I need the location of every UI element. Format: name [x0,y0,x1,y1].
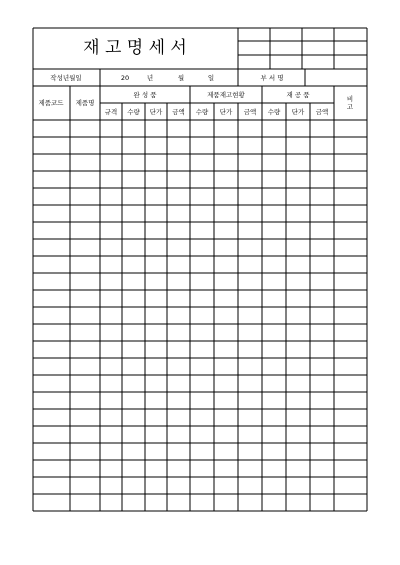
work-in-process-subheader: 단가 [291,108,305,116]
finished-goods-header: 완 성 품 [133,91,157,99]
finished-stock-subheader: 단가 [219,108,233,116]
finished-stock-subheader: 금액 [243,108,257,116]
year-label: 년 [146,74,154,82]
written-date-label: 작성년월일 [50,74,82,82]
remarks-header: 비 고 [346,95,354,111]
form-title: 재 고 명 세 서 [83,38,187,58]
finished-goods-subheader: 단가 [149,108,163,116]
finished-stock-header: 제품재고현황 [207,91,245,99]
finished-goods-subheader: 규격 [104,108,118,116]
finished-goods-subheader: 수량 [127,108,140,116]
finished-stock-subheader: 수량 [195,108,209,116]
department-label: 부 서 명 [260,74,284,82]
product-code-header: 제품코드 [38,99,64,107]
work-in-process-subheader: 수량 [267,108,281,116]
work-in-process-header: 재 공 품 [286,91,310,99]
month-label: 월 [177,74,185,82]
product-name-header: 제품명 [75,99,95,107]
finished-goods-subheader: 금액 [172,108,185,116]
year-prefix-label: 20 [120,74,130,82]
day-label: 일 [207,74,215,82]
work-in-process-subheader: 금액 [315,108,329,116]
